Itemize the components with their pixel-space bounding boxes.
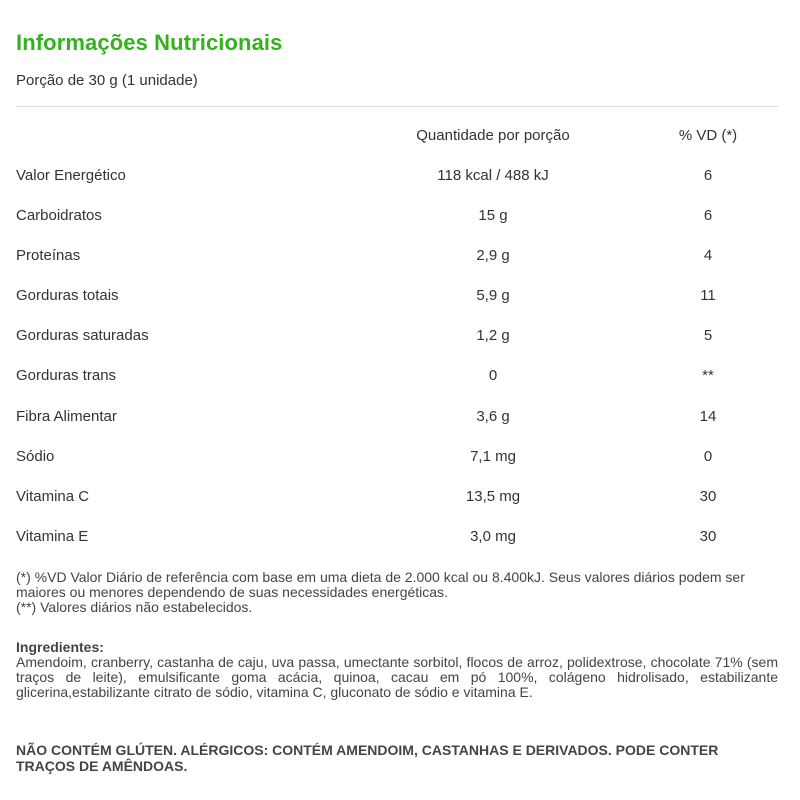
nutrient-quantity: 0 [488,367,498,385]
nutrient-name: Proteínas [16,247,81,265]
table-row [16,488,778,528]
nutrient-quantity: 5,9 g [476,287,510,305]
nutrient-quantity: 3,6 g [476,407,510,425]
nutrient-vd: 5 [703,327,713,345]
nutrient-vd: 0 [703,447,713,465]
table-row [16,167,778,207]
nutrient-name: Valor Energético [16,167,126,184]
nutrient-vd: 11 [700,287,716,305]
table-row [16,327,778,367]
nutrient-quantity: 3,0 mg [470,527,516,545]
nutrient-name: Gorduras saturadas [16,327,149,345]
nutrient-quantity: 1,2 g [476,327,510,345]
nutrient-name: Fibra Alimentar [16,407,117,425]
nutrient-name: Gorduras trans [16,367,117,385]
nutrient-vd: 6 [703,167,713,184]
nutrient-vd: 14 [699,407,717,425]
nutrient-name: Vitamina C [16,487,90,505]
nutrient-quantity: 2,9 g [476,247,510,265]
nutrient-name: Vitamina E [16,527,89,545]
nutrient-vd: 4 [703,247,713,265]
ingredients-text: Amendoim, cranberry, castanha de caju, uva passa, umectante sorbitol, flocos de arroz, polidextrose, chocolate 71% (sem traços de leite), emulsificante goma acácia, quinoa, cacau em pó 100%, colágeno hidrolisado, estabilizante glicerina,estabilizante citrato de sódio, vitamina C, gluconato de sódio e vitamina E. [16,654,778,700]
nutrient-vd: 30 [699,527,717,545]
nutrient-name: Gorduras totais [16,287,119,305]
allergen-warning: NÃO CONTÉM GLÚTEN. ALÉRGICOS: CONTÉM AMENDOIM, CASTANHAS E DERIVADOS. PODE CONTER TRAÇOS DE AMÊNDOAS. [16,742,719,774]
table-row [16,287,778,327]
nutrient-name: Sódio [16,447,55,465]
footnote-not-established: (**) Valores diários não estabelecidos. [16,599,253,615]
divider [16,106,778,107]
nutrient-vd: 30 [699,487,717,505]
table-row [16,408,778,448]
nutrient-vd: 6 [703,207,713,225]
column-header-quantity: Quantidade por porção [416,127,570,144]
ingredients-title: Ingredientes: [16,639,104,655]
nutrient-quantity: 13,5 mg [465,487,521,505]
nutrient-name: Carboidratos [16,207,102,225]
footnotes [16,570,778,615]
column-header-vd: % VD (*) [678,127,738,144]
table-row [16,367,778,407]
nutrient-quantity: 15 g [478,207,508,225]
nutrient-vd: ** [702,367,714,385]
table-row [16,247,778,287]
table-row [16,528,778,568]
table-row [16,448,778,488]
nutrient-quantity: 118 kcal / 488 kJ [437,167,549,184]
ingredients-section [16,640,778,700]
table-header [16,127,778,147]
nutrient-quantity: 7,1 mg [470,447,516,465]
footnote-vd: (*) %VD Valor Diário de referência com base em uma dieta de 2.000 kcal ou 8.400kJ. Seus valores diários podem ser maiores ou menores dependendo de suas necessidades energéticas. [16,569,745,600]
nutrition-table [16,167,778,568]
table-row [16,207,778,247]
portion-size: Porção de 30 g (1 unidade) [16,72,198,89]
page-title: Informações Nutricionais [16,30,283,55]
